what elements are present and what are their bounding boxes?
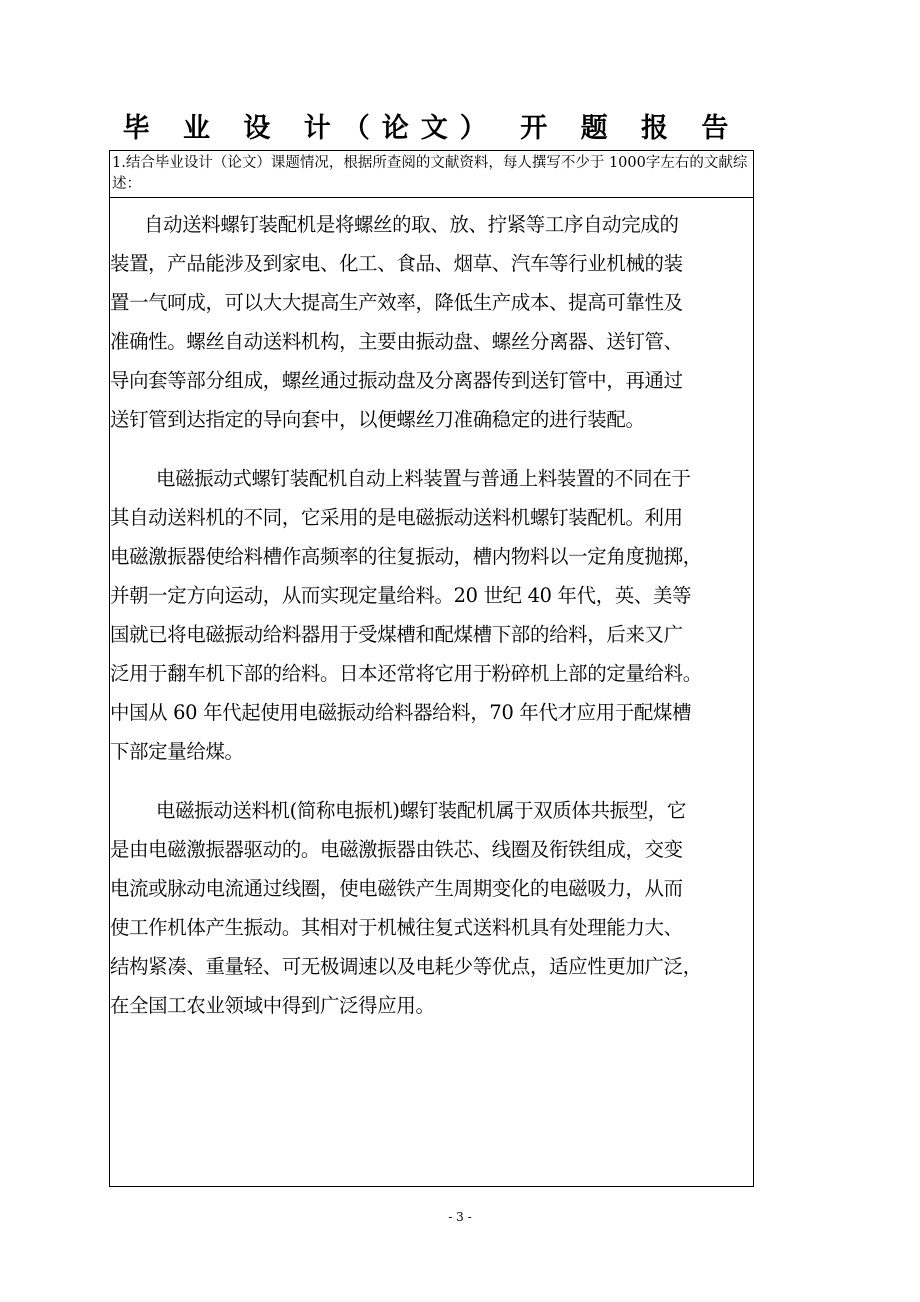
- report-table: [109, 150, 754, 1187]
- page-title: 毕 业 设 计（论文） 开 题 报 告: [122, 113, 741, 144]
- text-line: 装置，产品能涉及到家电、化工、食品、烟草、汽车等行业机械的装: [110, 252, 683, 275]
- text-line: 泛用于翻车机下部的给料。日本还常将它用于粉碎机上部的定量给料。: [110, 662, 702, 685]
- text-line: 电流或脉动电流通过线圈，使电磁铁产生周期变化的电磁吸力，从而: [110, 877, 683, 900]
- text-line: 下部定量给煤。: [110, 740, 244, 763]
- text-line: 电磁振动送料机(简称电振机)螺钉装配机属于双质体共振型，它: [156, 799, 686, 822]
- text-line: 置一气呵成，可以大大提高生产效率，降低生产成本、提高可靠性及: [110, 291, 683, 314]
- page-number: - 3 -: [448, 1210, 472, 1224]
- text-line: 使工作机体产生振动。其相对于机械往复式送料机具有处理能力大、: [110, 916, 683, 939]
- paragraph-3: [110, 791, 753, 1025]
- text-line: 准确性。螺丝自动送料机构，主要由振动盘、螺丝分离器、送钉管、: [110, 330, 683, 353]
- text-line: 自动送料螺钉装配机是将螺丝的取、放、拧紧等工序自动完成的: [144, 213, 679, 236]
- text-line: 是由电磁激振器驱动的。电磁激振器由铁芯、线圈及衔铁组成，交变: [110, 838, 683, 861]
- text-line: 结构紧凑、重量轻、可无极调速以及电耗少等优点，适应性更加广泛，: [110, 955, 702, 978]
- text-line: 国就已将电磁振动给料器用于受煤槽和配煤槽下部的给料，后来又广: [110, 623, 683, 646]
- paragraph-1: [110, 205, 753, 439]
- text-line: 中国从 60 年代起使用电磁振动给料器给料，70 年代才应用于配煤槽: [110, 701, 692, 724]
- text-line: 其自动送料机的不同，它采用的是电磁振动送料机螺钉装配机。利用: [110, 506, 683, 529]
- text-line: 电磁激振器使给料槽作高频率的往复振动，槽内物料以一定角度抛掷，: [110, 545, 702, 568]
- text-line: 并朝一定方向运动，从而实现定量给料。20 世纪 40 年代，英、美等: [110, 584, 692, 607]
- literature-review: [110, 205, 753, 1045]
- text-line: 电磁振动式螺钉装配机自动上料装置与普通上料装置的不同在于: [156, 467, 691, 490]
- text-line: 在全国工农业领域中得到广泛得应用。: [110, 994, 435, 1017]
- text-line: 送钉管到达指定的导向套中，以便螺丝刀准确稳定的进行装配。: [110, 408, 645, 431]
- instruction-text: 1.结合毕业设计（论文）课题情况，根据所查阅的文献资料，每人撰写不少于 1000字左右的文献综述：: [110, 151, 753, 198]
- text-line: 导向套等部分组成，螺丝通过振动盘及分离器传到送钉管中，再通过: [110, 369, 683, 392]
- paragraph-2: [110, 459, 753, 771]
